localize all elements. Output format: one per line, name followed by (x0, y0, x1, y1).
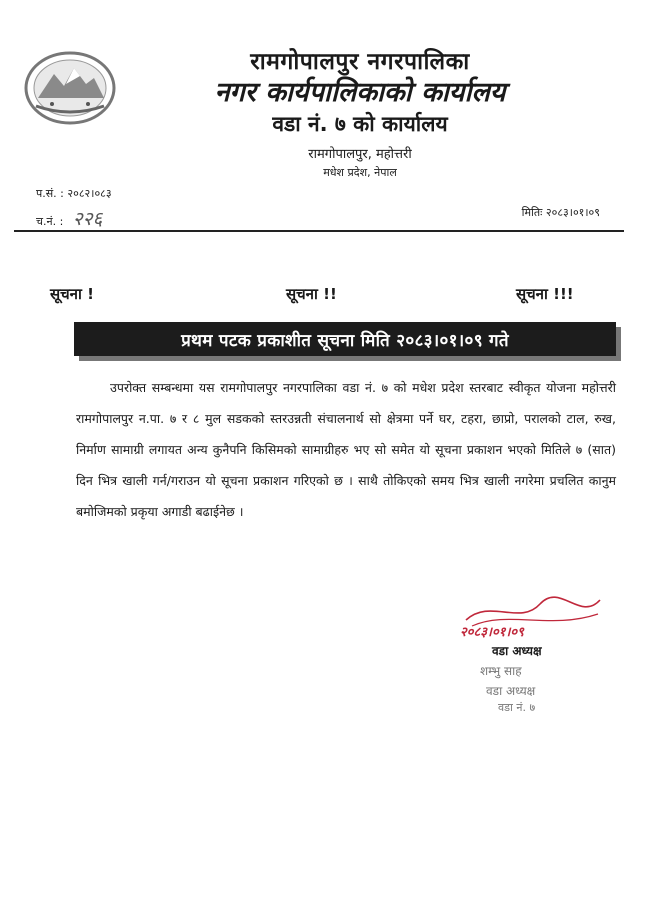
notice-body-text: उपरोक्त सम्बन्धमा यस रामगोपालपुर नगरपालिका वडा नं. ७ को मधेश प्रदेश स्तरबाट स्वीकृत योजना महोत्तरी रामगोपालपुर न.पा. ७ र ८ मुल सडकको स्तरउन्नती संचालनार्थ सो क्षेत्रमा पर्ने घर, टहरा, छाप्रो, परालको टाल, रुख, निर्माण सामाग्री लगायत अन्य कुनैपनि किसिमको सामाग्रीहरु भए सो समेत यो सूचना प्रकाशन भएको मितिले ७ (सात) दिन भित्र खाली गर्न/गराउन यो सूचना प्रकाशन गरिएको छ । साथै तोकिएको समय भित्र खाली नगरेमा प्रचलित कानुम बमोजिमको प्रकृया अगाडी बढाईनेछ । (76, 380, 616, 519)
letter-date (522, 205, 600, 220)
cn-value: २२६ (72, 208, 103, 230)
date-label: मितिः (521, 206, 543, 219)
signatory-name: शम्भु साह (480, 664, 522, 678)
cn-label: च.नं. : (36, 215, 64, 228)
signatory-title: वडा अध्यक्ष (492, 644, 542, 658)
date-value: २०८३।०१।०९ (545, 206, 600, 219)
letter-fiscal-year (36, 186, 112, 201)
office-address: रामगोपालपुर, महोत्तरी (308, 147, 412, 162)
stamp-ward: वडा नं. ७ (498, 701, 536, 714)
office-province: मधेश प्रदेश, नेपाल (323, 166, 397, 179)
signature-date: २०८३।०१।०९ (460, 625, 524, 640)
dispatch-number (36, 205, 102, 231)
government-emblem-icon (22, 48, 118, 128)
publication-banner: प्रथम पटक प्रकाशीत सूचना मिति २०८३।०१।०९ गते (74, 322, 616, 356)
ps-value: २०८२।०८३ (67, 187, 112, 200)
notice-body (76, 372, 616, 527)
stamp-title: वडा अध्यक्ष (486, 684, 536, 698)
office-name: नगर कार्यपालिकाको कार्यालय (214, 77, 506, 108)
notice-heading-2: सूचना !! (286, 285, 337, 303)
notice-heading-3: सूचना !!! (516, 285, 574, 303)
municipality-name: रामगोपालपुर नगरपालिका (250, 49, 470, 75)
header-divider (14, 230, 624, 232)
notice-heading-1: सूचना ! (50, 285, 94, 303)
ps-label: प.सं. : (36, 187, 64, 200)
ward-office-name: वडा नं. ७ को कार्यालय (272, 112, 448, 136)
